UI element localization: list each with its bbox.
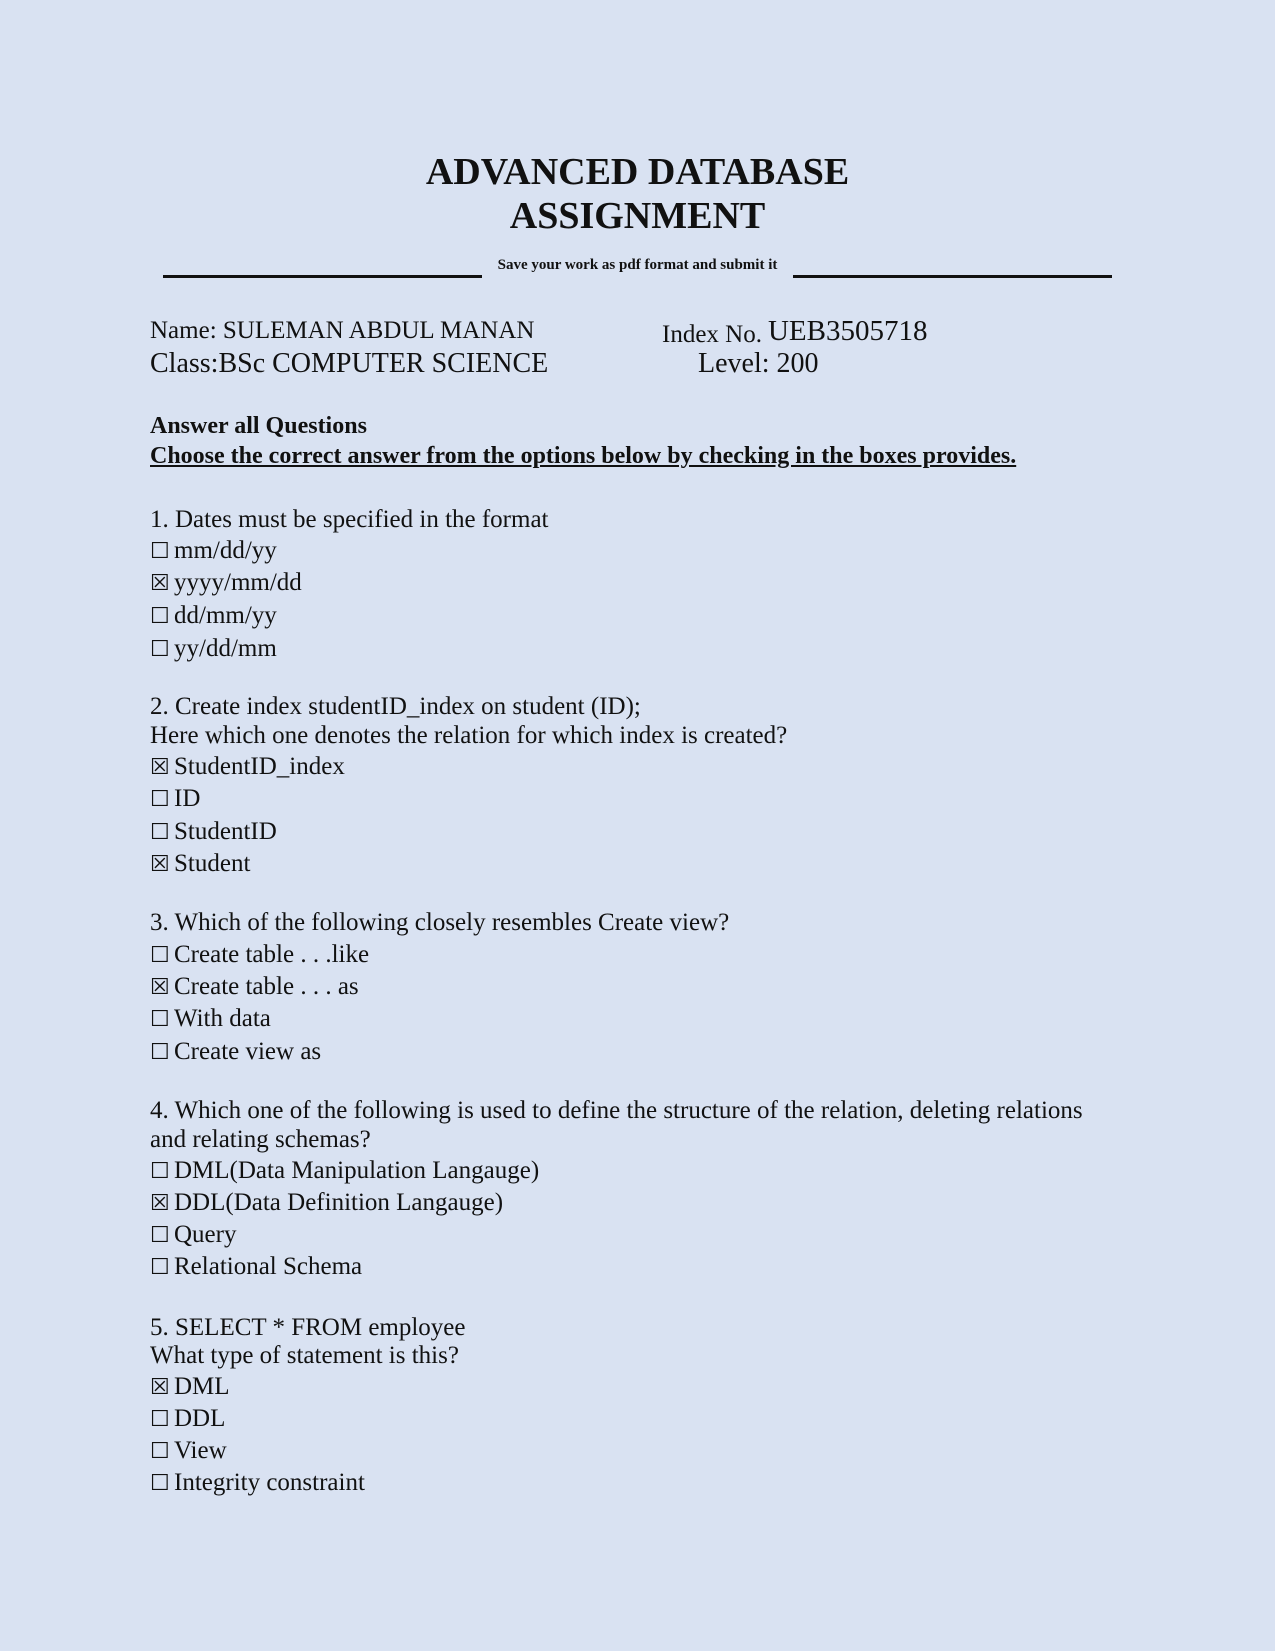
checkbox-icon[interactable]: ☐	[150, 787, 170, 812]
option-label: yy/dd/mm	[174, 635, 277, 662]
question-5-subtext: What type of statement is this?	[150, 1342, 459, 1369]
document-title-line2: ASSIGNMENT	[509, 195, 766, 237]
question-5-option-3[interactable]	[150, 1436, 227, 1467]
question-3-option-4[interactable]	[150, 1037, 321, 1068]
index-value: UEB3505718	[767, 315, 928, 347]
divider-left	[163, 275, 482, 278]
index-label: Index No.	[662, 321, 762, 348]
student-level: Level: 200	[698, 348, 819, 379]
option-label: DDL	[174, 1405, 226, 1432]
option-label: Integrity constraint	[174, 1469, 365, 1496]
option-label: View	[174, 1437, 227, 1464]
question-4-text: 4. Which one of the following is used to define the structure of the relation, deleting relations	[150, 1097, 1083, 1124]
checkbox-checked-icon[interactable]: ☒	[150, 1191, 170, 1216]
option-label: Query	[174, 1221, 237, 1248]
question-4-option-2[interactable]	[150, 1188, 503, 1219]
document-title-line1: ADVANCED DATABASE	[425, 151, 850, 193]
question-1-option-4[interactable]	[150, 634, 277, 665]
option-label: StudentID_index	[174, 753, 345, 780]
question-5-option-4[interactable]	[150, 1468, 365, 1499]
question-2-option-1[interactable]	[150, 752, 345, 783]
divider-right	[793, 275, 1112, 278]
question-1-option-1[interactable]	[150, 536, 277, 567]
question-2-option-4[interactable]	[150, 849, 250, 880]
student-name: Name: SULEMAN ABDUL MANAN	[150, 317, 535, 344]
option-label: mm/dd/yy	[174, 537, 277, 564]
checkbox-checked-icon[interactable]: ☒	[150, 1375, 170, 1400]
question-5-option-2[interactable]	[150, 1404, 225, 1435]
option-label: ID	[174, 785, 201, 812]
option-label: DML	[174, 1373, 230, 1400]
option-label: Student	[174, 850, 251, 877]
checkbox-icon[interactable]: ☐	[150, 1439, 170, 1464]
question-4-option-3[interactable]	[150, 1220, 236, 1251]
question-1-option-3[interactable]	[150, 601, 277, 632]
question-3-option-1[interactable]	[150, 940, 369, 971]
option-label: Create table . . . as	[174, 973, 359, 1000]
student-class: Class:BSc COMPUTER SCIENCE	[150, 348, 549, 379]
option-label: Relational Schema	[174, 1253, 363, 1280]
checkbox-checked-icon[interactable]: ☒	[150, 755, 170, 780]
question-5-option-1[interactable]	[150, 1372, 230, 1403]
submission-instruction: Save your work as pdf format and submit it	[497, 257, 778, 273]
checkbox-icon[interactable]: ☐	[150, 539, 170, 564]
question-2-text: 2. Create index studentID_index on student (ID);	[150, 693, 641, 720]
answer-all-heading: Answer all Questions	[150, 413, 367, 439]
checkbox-checked-icon[interactable]: ☒	[150, 571, 170, 596]
checkbox-icon[interactable]: ☐	[150, 820, 170, 845]
question-1-text: 1. Dates must be specified in the format	[150, 506, 549, 533]
question-2-subtext: Here which one denotes the relation for which index is created?	[150, 722, 788, 749]
question-4-option-4[interactable]	[150, 1252, 362, 1283]
checkbox-icon[interactable]: ☐	[150, 1040, 170, 1065]
choose-instruction: Choose the correct answer from the options below by checking in the boxes provides.	[150, 443, 1017, 469]
checkbox-icon[interactable]: ☐	[150, 1407, 170, 1432]
checkbox-icon[interactable]: ☐	[150, 943, 170, 968]
option-label: DML(Data Manipulation Langauge)	[174, 1157, 540, 1184]
question-3-text: 3. Which of the following closely resembles Create view?	[150, 909, 730, 936]
option-label: StudentID	[174, 818, 277, 845]
checkbox-icon[interactable]: ☐	[150, 604, 170, 629]
option-label: With data	[174, 1005, 271, 1032]
question-5-text: 5. SELECT * FROM employee	[150, 1314, 466, 1341]
question-4-option-1[interactable]	[150, 1156, 539, 1187]
option-label: dd/mm/yy	[174, 602, 277, 629]
checkbox-icon[interactable]: ☐	[150, 637, 170, 662]
checkbox-icon[interactable]: ☐	[150, 1159, 170, 1184]
question-2-option-3[interactable]	[150, 817, 277, 848]
question-3-option-2[interactable]	[150, 972, 359, 1003]
checkbox-icon[interactable]: ☐	[150, 1223, 170, 1248]
checkbox-checked-icon[interactable]: ☒	[150, 975, 170, 1000]
checkbox-icon[interactable]: ☐	[150, 1471, 170, 1496]
question-3-option-3[interactable]	[150, 1004, 271, 1035]
question-2-option-2[interactable]	[150, 784, 200, 815]
checkbox-icon[interactable]: ☐	[150, 1255, 170, 1280]
checkbox-icon[interactable]: ☐	[150, 1007, 170, 1032]
question-1-option-2[interactable]	[150, 568, 302, 599]
question-4-text-continued: and relating schemas?	[150, 1126, 371, 1153]
checkbox-checked-icon[interactable]: ☒	[150, 852, 170, 877]
option-label: DDL(Data Definition Langauge)	[174, 1189, 504, 1216]
student-index	[662, 317, 927, 350]
option-label: Create view as	[174, 1038, 322, 1065]
option-label: Create table . . .like	[174, 941, 370, 968]
option-label: yyyy/mm/dd	[174, 569, 302, 596]
